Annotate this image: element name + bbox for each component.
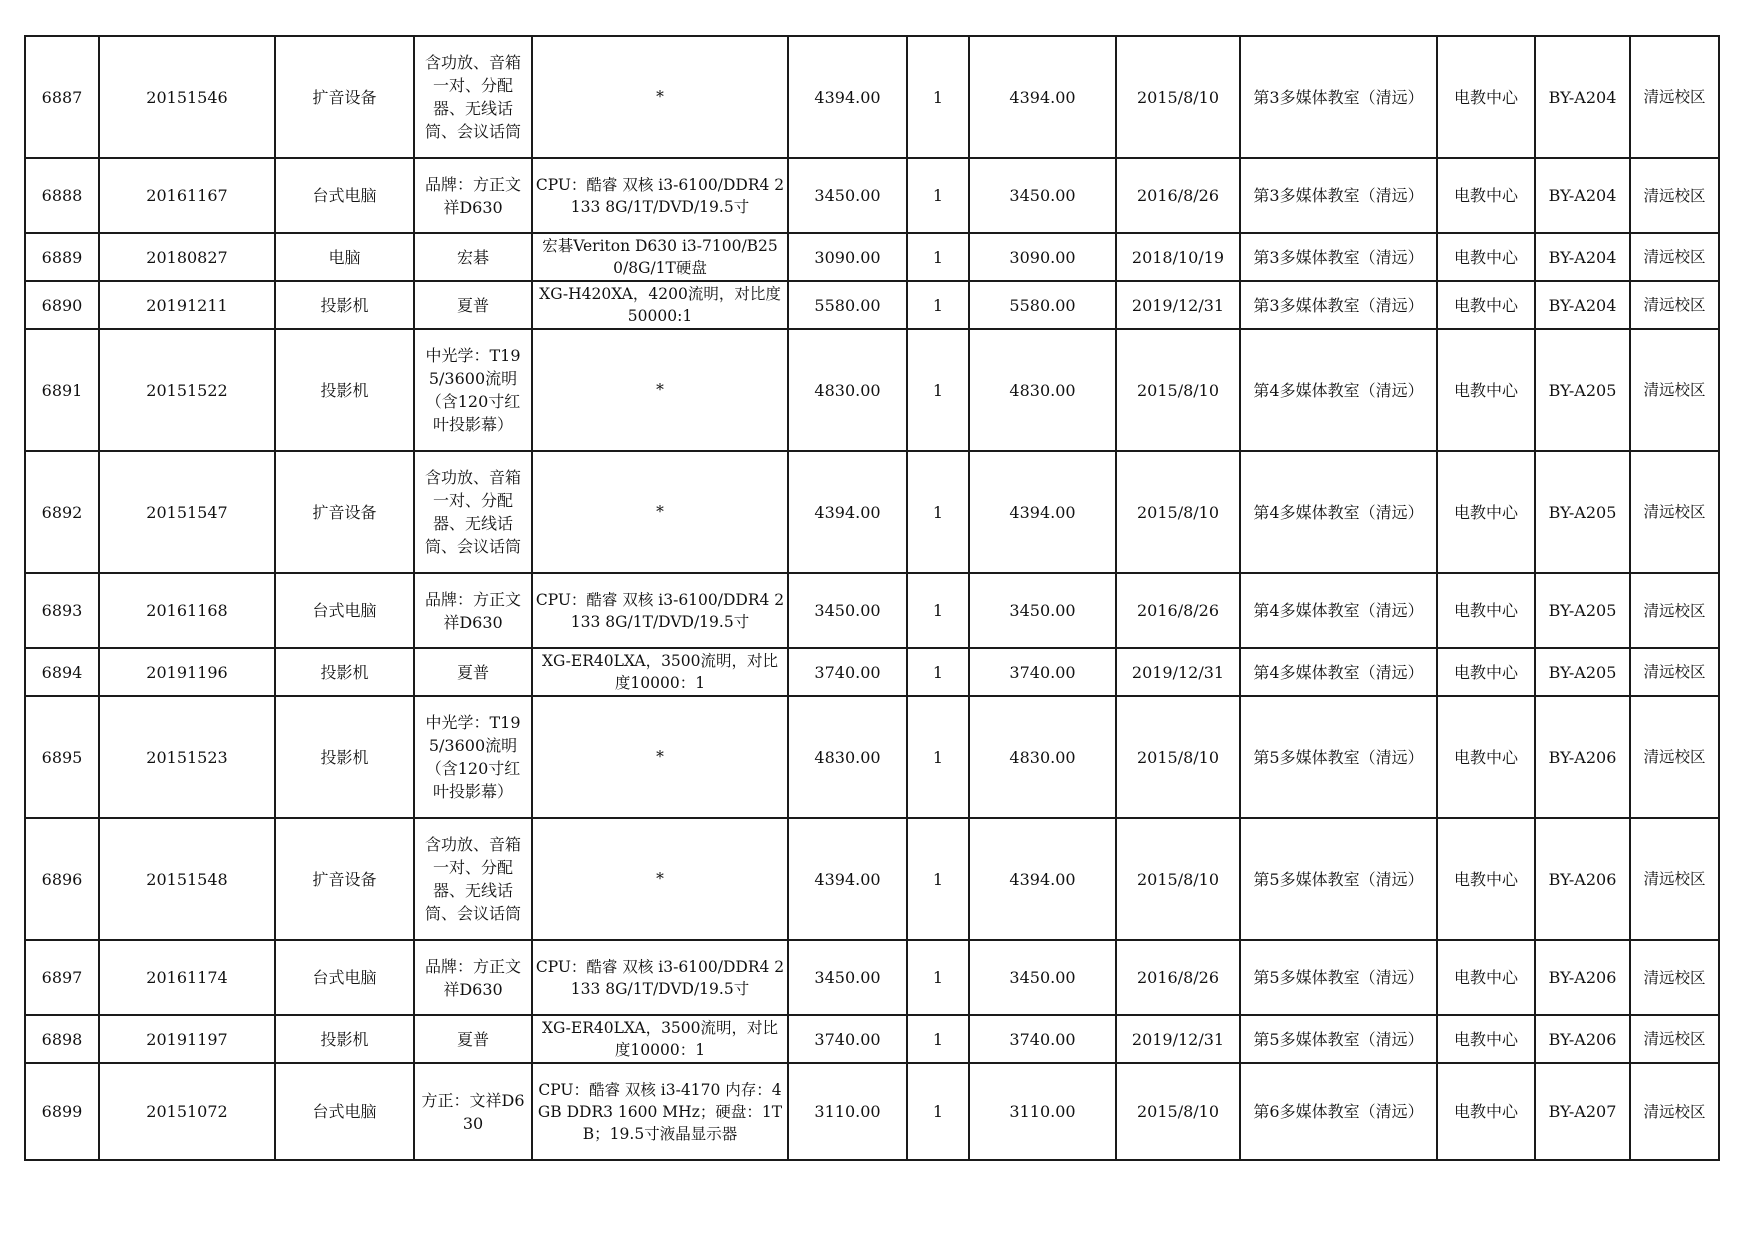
table-row — [25, 573, 1719, 648]
department-cell: 电教中心 — [1437, 451, 1535, 573]
asset-name-cell: 台式电脑 — [275, 1063, 414, 1160]
campus-cell: 清远校区 — [1630, 281, 1719, 329]
asset-no-cell: 20161168 — [99, 573, 275, 648]
unit-price-cell: 3450.00 — [788, 158, 907, 233]
amount-cell: 3090.00 — [969, 233, 1116, 281]
campus-cell: 清远校区 — [1630, 696, 1719, 818]
table-row — [25, 648, 1719, 696]
brand-cell: 品牌：方正文祥D630 — [414, 940, 532, 1015]
asset-table — [24, 35, 1720, 1161]
seq-cell: 6891 — [25, 329, 99, 451]
room-code-cell: BY-A206 — [1535, 696, 1630, 818]
asset-no-cell: 20151522 — [99, 329, 275, 451]
asset-name-cell: 投影机 — [275, 281, 414, 329]
table-row — [25, 233, 1719, 281]
unit-price-cell: 4830.00 — [788, 696, 907, 818]
location-cell: 第3多媒体教室（清远） — [1240, 281, 1437, 329]
table-row — [25, 696, 1719, 818]
unit-price-cell: 4394.00 — [788, 451, 907, 573]
seq-cell: 6893 — [25, 573, 99, 648]
spec-cell: XG-ER40LXA，3500流明，对比度10000：1 — [532, 1015, 788, 1063]
campus-cell: 清远校区 — [1630, 329, 1719, 451]
purchase-date-cell: 2019/12/31 — [1116, 1015, 1240, 1063]
department-cell: 电教中心 — [1437, 818, 1535, 940]
quantity-cell: 1 — [907, 1063, 969, 1160]
room-code-cell: BY-A204 — [1535, 158, 1630, 233]
table-row — [25, 329, 1719, 451]
amount-cell: 4830.00 — [969, 696, 1116, 818]
location-cell: 第5多媒体教室（清远） — [1240, 696, 1437, 818]
brand-cell: 含功放、音箱一对、分配器、无线话筒、会议话筒 — [414, 451, 532, 573]
asset-no-cell: 20191197 — [99, 1015, 275, 1063]
purchase-date-cell: 2015/8/10 — [1116, 329, 1240, 451]
asset-name-cell: 投影机 — [275, 648, 414, 696]
location-cell: 第6多媒体教室（清远） — [1240, 1063, 1437, 1160]
spec-cell: XG-ER40LXA，3500流明，对比度10000：1 — [532, 648, 788, 696]
spec-cell: CPU：酷睿 双核 i3-6100/DDR4 2133 8G/1T/DVD/19.5寸 — [532, 940, 788, 1015]
unit-price-cell: 3740.00 — [788, 648, 907, 696]
brand-cell: 中光学：T195/3600流明（含120寸红叶投影幕） — [414, 329, 532, 451]
campus-cell: 清远校区 — [1630, 36, 1719, 158]
asset-no-cell: 20151072 — [99, 1063, 275, 1160]
table-row — [25, 940, 1719, 1015]
asset-no-cell: 20161167 — [99, 158, 275, 233]
amount-cell: 4394.00 — [969, 818, 1116, 940]
department-cell: 电教中心 — [1437, 648, 1535, 696]
amount-cell: 4830.00 — [969, 329, 1116, 451]
department-cell: 电教中心 — [1437, 573, 1535, 648]
department-cell: 电教中心 — [1437, 158, 1535, 233]
amount-cell: 5580.00 — [969, 281, 1116, 329]
asset-no-cell: 20151523 — [99, 696, 275, 818]
room-code-cell: BY-A204 — [1535, 36, 1630, 158]
department-cell: 电教中心 — [1437, 1015, 1535, 1063]
room-code-cell: BY-A205 — [1535, 648, 1630, 696]
unit-price-cell: 3740.00 — [788, 1015, 907, 1063]
room-code-cell: BY-A206 — [1535, 940, 1630, 1015]
table-row — [25, 158, 1719, 233]
amount-cell: 4394.00 — [969, 451, 1116, 573]
location-cell: 第3多媒体教室（清远） — [1240, 36, 1437, 158]
unit-price-cell: 5580.00 — [788, 281, 907, 329]
campus-cell: 清远校区 — [1630, 573, 1719, 648]
purchase-date-cell: 2016/8/26 — [1116, 940, 1240, 1015]
seq-cell: 6897 — [25, 940, 99, 1015]
table-row — [25, 1015, 1719, 1063]
seq-cell: 6892 — [25, 451, 99, 573]
asset-name-cell: 电脑 — [275, 233, 414, 281]
amount-cell: 3450.00 — [969, 940, 1116, 1015]
purchase-date-cell: 2016/8/26 — [1116, 573, 1240, 648]
department-cell: 电教中心 — [1437, 1063, 1535, 1160]
quantity-cell: 1 — [907, 1015, 969, 1063]
brand-cell: 方正：文祥D630 — [414, 1063, 532, 1160]
brand-cell: 夏普 — [414, 648, 532, 696]
unit-price-cell: 3450.00 — [788, 940, 907, 1015]
quantity-cell: 1 — [907, 36, 969, 158]
location-cell: 第5多媒体教室（清远） — [1240, 1015, 1437, 1063]
seq-cell: 6890 — [25, 281, 99, 329]
department-cell: 电教中心 — [1437, 329, 1535, 451]
location-cell: 第4多媒体教室（清远） — [1240, 451, 1437, 573]
spec-cell: * — [532, 696, 788, 818]
location-cell: 第5多媒体教室（清远） — [1240, 818, 1437, 940]
location-cell: 第3多媒体教室（清远） — [1240, 158, 1437, 233]
asset-no-cell: 20151548 — [99, 818, 275, 940]
campus-cell: 清远校区 — [1630, 451, 1719, 573]
quantity-cell: 1 — [907, 329, 969, 451]
campus-cell: 清远校区 — [1630, 648, 1719, 696]
spec-cell: CPU：酷睿 双核 i3-6100/DDR4 2133 8G/1T/DVD/19.5寸 — [532, 158, 788, 233]
campus-cell: 清远校区 — [1630, 818, 1719, 940]
department-cell: 电教中心 — [1437, 36, 1535, 158]
room-code-cell: BY-A205 — [1535, 451, 1630, 573]
location-cell: 第3多媒体教室（清远） — [1240, 233, 1437, 281]
purchase-date-cell: 2018/10/19 — [1116, 233, 1240, 281]
asset-no-cell: 20151546 — [99, 36, 275, 158]
asset-no-cell: 20151547 — [99, 451, 275, 573]
purchase-date-cell: 2016/8/26 — [1116, 158, 1240, 233]
asset-name-cell: 投影机 — [275, 329, 414, 451]
quantity-cell: 1 — [907, 573, 969, 648]
location-cell: 第4多媒体教室（清远） — [1240, 573, 1437, 648]
asset-no-cell: 20191196 — [99, 648, 275, 696]
department-cell: 电教中心 — [1437, 940, 1535, 1015]
amount-cell: 3740.00 — [969, 648, 1116, 696]
campus-cell: 清远校区 — [1630, 233, 1719, 281]
department-cell: 电教中心 — [1437, 233, 1535, 281]
brand-cell: 品牌：方正文祥D630 — [414, 573, 532, 648]
brand-cell: 品牌：方正文祥D630 — [414, 158, 532, 233]
brand-cell: 夏普 — [414, 1015, 532, 1063]
purchase-date-cell: 2015/8/10 — [1116, 451, 1240, 573]
brand-cell: 含功放、音箱一对、分配器、无线话筒、会议话筒 — [414, 818, 532, 940]
purchase-date-cell: 2015/8/10 — [1116, 818, 1240, 940]
unit-price-cell: 4394.00 — [788, 818, 907, 940]
asset-name-cell: 投影机 — [275, 1015, 414, 1063]
quantity-cell: 1 — [907, 818, 969, 940]
seq-cell: 6889 — [25, 233, 99, 281]
table-row — [25, 1063, 1719, 1160]
spec-cell: * — [532, 329, 788, 451]
asset-name-cell: 扩音设备 — [275, 818, 414, 940]
seq-cell: 6895 — [25, 696, 99, 818]
table-row — [25, 451, 1719, 573]
unit-price-cell: 4394.00 — [788, 36, 907, 158]
seq-cell: 6888 — [25, 158, 99, 233]
asset-name-cell: 投影机 — [275, 696, 414, 818]
campus-cell: 清远校区 — [1630, 1063, 1719, 1160]
campus-cell: 清远校区 — [1630, 1015, 1719, 1063]
department-cell: 电教中心 — [1437, 281, 1535, 329]
quantity-cell: 1 — [907, 648, 969, 696]
purchase-date-cell: 2015/8/10 — [1116, 696, 1240, 818]
asset-no-cell: 20180827 — [99, 233, 275, 281]
department-cell: 电教中心 — [1437, 696, 1535, 818]
brand-cell: 含功放、音箱一对、分配器、无线话筒、会议话筒 — [414, 36, 532, 158]
quantity-cell: 1 — [907, 940, 969, 1015]
asset-no-cell: 20161174 — [99, 940, 275, 1015]
unit-price-cell: 4830.00 — [788, 329, 907, 451]
spec-cell: CPU：酷睿 双核 i3-4170 内存：4GB DDR3 1600 MHz；硬盘：1TB；19.5寸液晶显示器 — [532, 1063, 788, 1160]
asset-table-body — [25, 36, 1719, 1160]
room-code-cell: BY-A204 — [1535, 233, 1630, 281]
room-code-cell: BY-A204 — [1535, 281, 1630, 329]
spec-cell: XG-H420XA，4200流明，对比度50000:1 — [532, 281, 788, 329]
spec-cell: CPU：酷睿 双核 i3-6100/DDR4 2133 8G/1T/DVD/19.5寸 — [532, 573, 788, 648]
room-code-cell: BY-A205 — [1535, 329, 1630, 451]
purchase-date-cell: 2019/12/31 — [1116, 281, 1240, 329]
quantity-cell: 1 — [907, 233, 969, 281]
spec-cell: * — [532, 818, 788, 940]
asset-name-cell: 台式电脑 — [275, 158, 414, 233]
brand-cell: 夏普 — [414, 281, 532, 329]
seq-cell: 6894 — [25, 648, 99, 696]
room-code-cell: BY-A205 — [1535, 573, 1630, 648]
spec-cell: 宏碁Veriton D630 i3-7100/B250/8G/1T硬盘 — [532, 233, 788, 281]
brand-cell: 宏碁 — [414, 233, 532, 281]
quantity-cell: 1 — [907, 451, 969, 573]
campus-cell: 清远校区 — [1630, 940, 1719, 1015]
seq-cell: 6899 — [25, 1063, 99, 1160]
room-code-cell: BY-A206 — [1535, 818, 1630, 940]
spec-cell: * — [532, 451, 788, 573]
seq-cell: 6896 — [25, 818, 99, 940]
room-code-cell: BY-A207 — [1535, 1063, 1630, 1160]
amount-cell: 3110.00 — [969, 1063, 1116, 1160]
location-cell: 第4多媒体教室（清远） — [1240, 329, 1437, 451]
brand-cell: 中光学：T195/3600流明（含120寸红叶投影幕） — [414, 696, 532, 818]
purchase-date-cell: 2015/8/10 — [1116, 36, 1240, 158]
table-row — [25, 36, 1719, 158]
room-code-cell: BY-A206 — [1535, 1015, 1630, 1063]
quantity-cell: 1 — [907, 281, 969, 329]
quantity-cell: 1 — [907, 158, 969, 233]
amount-cell: 3450.00 — [969, 158, 1116, 233]
purchase-date-cell: 2019/12/31 — [1116, 648, 1240, 696]
table-row — [25, 818, 1719, 940]
amount-cell: 4394.00 — [969, 36, 1116, 158]
asset-name-cell: 扩音设备 — [275, 36, 414, 158]
unit-price-cell: 3110.00 — [788, 1063, 907, 1160]
asset-name-cell: 台式电脑 — [275, 573, 414, 648]
location-cell: 第5多媒体教室（清远） — [1240, 940, 1437, 1015]
amount-cell: 3740.00 — [969, 1015, 1116, 1063]
amount-cell: 3450.00 — [969, 573, 1116, 648]
seq-cell: 6898 — [25, 1015, 99, 1063]
location-cell: 第4多媒体教室（清远） — [1240, 648, 1437, 696]
unit-price-cell: 3450.00 — [788, 573, 907, 648]
seq-cell: 6887 — [25, 36, 99, 158]
spec-cell: * — [532, 36, 788, 158]
asset-no-cell: 20191211 — [99, 281, 275, 329]
asset-name-cell: 台式电脑 — [275, 940, 414, 1015]
purchase-date-cell: 2015/8/10 — [1116, 1063, 1240, 1160]
asset-name-cell: 扩音设备 — [275, 451, 414, 573]
quantity-cell: 1 — [907, 696, 969, 818]
campus-cell: 清远校区 — [1630, 158, 1719, 233]
unit-price-cell: 3090.00 — [788, 233, 907, 281]
table-row — [25, 281, 1719, 329]
